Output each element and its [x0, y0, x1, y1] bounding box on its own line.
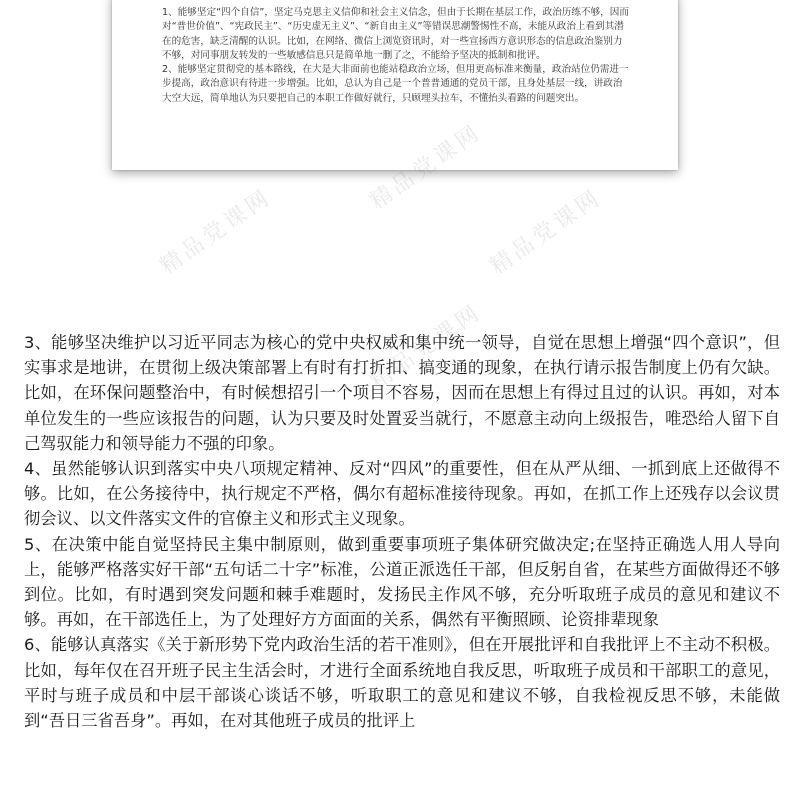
- embedded-page-text: [162, 6, 632, 106]
- embedded-document-page: [112, 0, 678, 170]
- document-body: [24, 330, 780, 733]
- paragraph-3: 3、能够坚决维护以习近平同志为核心的党中央权威和集中统一领导，自觉在思想上增强“四个意识”，但实事求是地讲，在贯彻上级决策部署上有时有打折扣、搞变通的现象，在执行请示报告制度上仍有欠缺。比如，在环保问题整治中，有时候想招引一个项目不容易，因而在思想上有得过且过的认识。再如，对本单位发生的一些应该报告的问题，认为只要及时处置妥当就行，不愿意主动向上级报告，唯恐给人留下自己驾驭能力和领导能力不强的印象。: [24, 333, 780, 453]
- watermark: 精品党课网: [485, 184, 607, 280]
- watermark: 精品党课网: [155, 184, 277, 280]
- watermark: 精品党课网: [365, 299, 487, 395]
- embedded-item-2: 2、能够坚定贯彻党的基本路线，在大是大非面前也能站稳政治立场，但用更高标准来衡量，政治站位仍需进一步提高，政治意识有待进一步增强。比如，总认为自己是一个普普通通的党员干部，且身处基层一线，讲政治大空大远，简单地认为只要把自己的本职工作做好就行，只顾埋头拉车，不懂抬头看路的问题突出。: [162, 64, 629, 104]
- watermark: 精品党课网: [365, 119, 487, 215]
- paragraph-4: 4、虽然能够认识到落实中央八项规定精神、反对“四风”的重要性，但在从严从细、一抓到底上还做得不够。比如，在公务接待中，执行规定不严格，偶尔有超标准接待现象。再如，在抓工作上还残存以会议贯彻会议、以文件落实文件的官僚主义和形式主义现象。: [24, 459, 780, 529]
- paragraph-5: 5、在决策中能自觉坚持民主集中制原则，做到重要事项班子集体研究做决定;在坚持正确选人用人导向上，能够严格落实好干部“五句话二十字”标准，公道正派选任干部，但反躬自省，在某些方面做得还不够到位。比如，有时遇到突发问题和棘手难题时，发扬民主作风不够，充分听取班子成员的意见和建议不够。再如，在干部选任上，为了处理好方方面面的关系，偶然有平衡照顾、论资排辈现象: [24, 534, 780, 630]
- embedded-item-1: 1、能够坚定“四个自信”，坚定马克思主义信仰和社会主义信念，但由于长期在基层工作，政治历练不够，因而对“普世价值”、“宪政民主”、“历史虚无主义”、“新自由主义”等错误思潮警惕性不高，未能从政治上看到其潜在的危害，缺乏清醒的认识。比如，在网络、微信上浏览资讯时，对一些宣扬西方意识形态的信息政治鉴别力不够，对同事朋友转发的一些敏感信息只是简单地一删了之，不能给予坚决的抵制和批评。: [162, 7, 629, 61]
- paragraph-6: 6、能够认真落实《关于新形势下党内政治生活的若干准则》，但在开展批评和自我批评上不主动不积极。比如，每年仅在召开班子民主生活会时，才进行全面系统地自我反思，听取班子成员和干部职工的意见，平时与班子成员和中层干部谈心谈话不够，听取职工的意见和建议不够，自我检视反思不够，未能做到“吾日三省吾身”。再如，在对其他班子成员的批评上: [24, 635, 780, 731]
